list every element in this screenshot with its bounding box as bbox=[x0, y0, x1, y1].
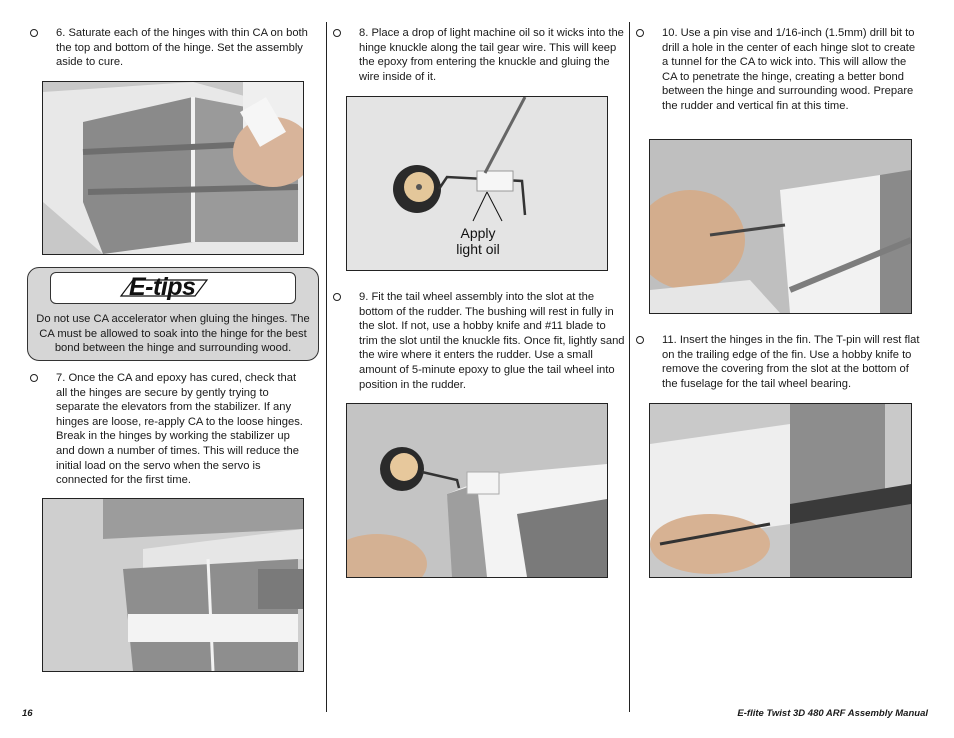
column-divider-right bbox=[629, 22, 630, 712]
checkbox-bullet-icon[interactable] bbox=[333, 29, 341, 37]
manual-title: E-flite Twist 3D 480 ARF Assembly Manual bbox=[737, 708, 928, 719]
step-11-text: 11. Insert the hinges in the fin. The T-pin will rest flat on the trailing edge of the fin. Use a hobby knife to remove the covering from the slot at the bottom of the fuselage for the tail wheel bearing. bbox=[662, 334, 920, 390]
photo-drill-hinge-slot bbox=[649, 139, 912, 314]
etips-callout bbox=[27, 267, 319, 361]
step-8-text: 8. Place a drop of light machine oil so it wicks into the hinge knuckle along the tail gear wire. This will keep the epoxy from entering the knuckle and gluing the wire inside of it. bbox=[359, 27, 624, 83]
photo-tail-wheel-oil bbox=[346, 96, 608, 271]
checkbox-bullet-icon[interactable] bbox=[30, 29, 38, 37]
etips-text: Do not use CA accelerator when gluing the hinges. The CA must be allowed to soak into the hinge for the best bond between the hinge and surrounding wood. bbox=[36, 313, 310, 355]
column-divider-left bbox=[326, 22, 327, 712]
etips-header bbox=[50, 272, 296, 304]
photo-stabilizer-assembly bbox=[42, 498, 304, 672]
step-7-text: 7. Once the CA and epoxy has cured, check that all the hinges are secure by gently trying to separate the elevators from the stabilizer. If any hinges are loose, re-apply CA to the loose hinges. Break in the hinges by working the stabilizer up and down a number of times. This will reduce the initial load on the servo when the servo is connected for the first time. bbox=[56, 372, 303, 487]
step-10-text: 10. Use a pin vise and 1/16-inch (1.5mm) drill bit to drill a hole in the center of each hinge slot to create a tunnel for the CA to wick into. This will allow the CA to penetrate the hinge, creating a better bond between the hinge and surrounding wood. Prepare the rudder and vertical fin at this time. bbox=[662, 27, 916, 112]
checkbox-bullet-icon[interactable] bbox=[30, 374, 38, 382]
step-6-text: 6. Saturate each of the hinges with thin CA on both the top and bottom of the hinge. Set the assembly aside to cure. bbox=[56, 27, 308, 69]
checkbox-bullet-icon[interactable] bbox=[636, 29, 644, 37]
photo-tail-wheel-rudder bbox=[346, 403, 608, 578]
checkbox-bullet-icon[interactable] bbox=[636, 336, 644, 344]
page-number: 16 bbox=[22, 708, 33, 719]
apply-oil-label: Apply light oil bbox=[456, 225, 500, 257]
photo-stabilizer-hinges-ca bbox=[42, 81, 304, 255]
etips-logo: E-tips bbox=[129, 273, 196, 301]
step-9-text: 9. Fit the tail wheel assembly into the slot at the bottom of the rudder. The bushing will rest in fully in the slot. If not, use a hobby knife and #11 blade to trim the slot until the knuckle fits. Once fit, lightly sand the wire where it enters the rudder. Use a small amount of 5-minute epoxy to glue the tail wheel into position in the rudder. bbox=[359, 291, 625, 391]
checkbox-bullet-icon[interactable] bbox=[333, 293, 341, 301]
photo-fin-hinges-knife bbox=[649, 403, 912, 578]
